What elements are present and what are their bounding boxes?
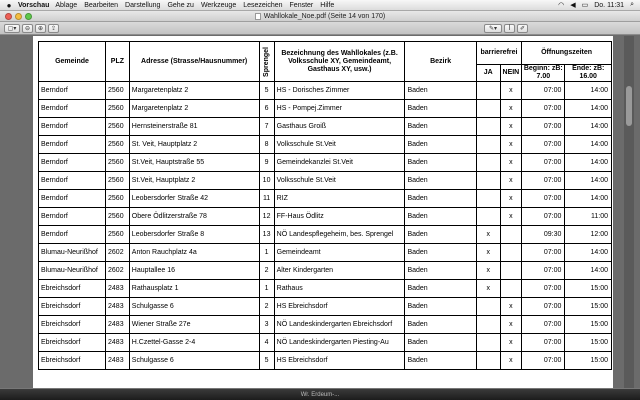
cell-beginn: 07:00 [522, 298, 565, 316]
cell-plz: 2483 [106, 334, 130, 352]
cell-bezirk: Baden [405, 352, 476, 370]
cell-gemeinde: Berndorf [39, 154, 106, 172]
cell-nein: x [500, 100, 522, 118]
cell-beginn: 09:30 [522, 226, 565, 244]
cell-bezeichnung: Volksschule St.Veit [274, 136, 405, 154]
cell-plz: 2560 [106, 190, 130, 208]
dock-label[interactable]: Wr. Erdeum-... [300, 391, 340, 398]
cell-beginn: 07:00 [522, 172, 565, 190]
table-row [39, 226, 612, 244]
header-sprengel-cell [259, 42, 274, 82]
cell-ja: x [476, 280, 500, 298]
table-row [39, 208, 612, 226]
cell-sprengel: 11 [259, 190, 274, 208]
cell-nein: x [500, 154, 522, 172]
cell-ja: x [476, 262, 500, 280]
document-area[interactable] [0, 36, 640, 388]
cell-ende: 15:00 [565, 352, 612, 370]
cell-ja: x [476, 226, 500, 244]
cell-plz: 2560 [106, 154, 130, 172]
dock [0, 388, 640, 400]
cell-adresse: Hauptallee 16 [129, 262, 259, 280]
table-row [39, 352, 612, 370]
window-controls [5, 13, 32, 20]
menu-extras [558, 1, 640, 9]
cell-bezeichnung: Rathaus [274, 280, 405, 298]
wifi-icon[interactable]: ◠ [558, 2, 565, 9]
cell-gemeinde: Ebreichsdorf [39, 298, 106, 316]
cell-bezirk: Baden [405, 208, 476, 226]
table-row [39, 298, 612, 316]
cell-sprengel: 5 [259, 352, 274, 370]
cell-beginn: 07:00 [522, 82, 565, 100]
cell-ja [476, 190, 500, 208]
cell-sprengel: 9 [259, 154, 274, 172]
cell-beginn: 07:00 [522, 208, 565, 226]
cell-nein [500, 262, 522, 280]
cell-nein: x [500, 334, 522, 352]
cell-adresse: Schulgasse 6 [129, 298, 259, 316]
header-gemeinde: Gemeinde [39, 42, 106, 82]
header-oeffnungszeiten: Öffnungszeiten [522, 42, 612, 65]
cell-gemeinde: Berndorf [39, 100, 106, 118]
cell-beginn: 07:00 [522, 280, 565, 298]
cell-bezirk: Baden [405, 190, 476, 208]
cell-plz: 2602 [106, 262, 130, 280]
cell-gemeinde: Berndorf [39, 82, 106, 100]
menu-item-hilfe[interactable]: Hilfe [320, 1, 335, 9]
cell-bezirk: Baden [405, 298, 476, 316]
cell-bezeichnung: Alter Kindergarten [274, 262, 405, 280]
cell-sprengel: 13 [259, 226, 274, 244]
menu-item-ablage[interactable]: Ablage [55, 1, 78, 9]
cell-sprengel: 10 [259, 172, 274, 190]
cell-nein [500, 226, 522, 244]
cell-adresse: Obere Ödlitzerstraße 78 [129, 208, 259, 226]
cell-bezirk: Baden [405, 316, 476, 334]
minimize-window-button[interactable] [15, 13, 22, 20]
cell-gemeinde: Berndorf [39, 136, 106, 154]
cell-bezeichnung: FF-Haus Ödlitz [274, 208, 405, 226]
cell-nein: x [500, 316, 522, 334]
cell-ende: 14:00 [565, 118, 612, 136]
table-row [39, 190, 612, 208]
table-row [39, 280, 612, 298]
cell-ja [476, 208, 500, 226]
cell-ja [476, 334, 500, 352]
table-row [39, 334, 612, 352]
cell-ja [476, 118, 500, 136]
cell-bezeichnung: RIZ [274, 190, 405, 208]
cell-adresse: St.Veit, Hauptplatz 2 [129, 172, 259, 190]
cell-adresse: Wiener Straße 27e [129, 316, 259, 334]
cell-bezirk: Baden [405, 118, 476, 136]
menu-item-darstellung[interactable]: Darstellung [125, 1, 161, 9]
cell-sprengel: 1 [259, 244, 274, 262]
cell-sprengel: 6 [259, 100, 274, 118]
cell-ende: 14:00 [565, 262, 612, 280]
cell-adresse: Leobersdorfer Straße 42 [129, 190, 259, 208]
cell-sprengel: 4 [259, 334, 274, 352]
menu-item-werkzeuge[interactable]: Werkzeuge [200, 1, 237, 9]
cell-plz: 2602 [106, 244, 130, 262]
menu-item-fenster[interactable]: Fenster [289, 1, 314, 9]
cell-adresse: H.Czettel-Gasse 2-4 [129, 334, 259, 352]
cell-gemeinde: Blumau-Neurißhof [39, 262, 106, 280]
cell-gemeinde: Ebreichsdorf [39, 352, 106, 370]
header-ja: JA [476, 65, 500, 82]
cell-ja [476, 136, 500, 154]
cell-bezirk: Baden [405, 226, 476, 244]
header-barrierefrei: barrierefrei [476, 42, 521, 65]
cell-sprengel: 2 [259, 262, 274, 280]
table-row [39, 100, 612, 118]
search-icon[interactable]: ⌕ [630, 1, 634, 8]
cell-beginn: 07:00 [522, 316, 565, 334]
cell-plz: 2560 [106, 226, 130, 244]
cell-bezirk: Baden [405, 82, 476, 100]
header-beginn: Beginn: zB: 7.00 [522, 65, 565, 82]
cell-plz: 2560 [106, 100, 130, 118]
cell-bezeichnung: HS - Dorisches Zimmer [274, 82, 405, 100]
header-sprengel: Sprengel [262, 46, 270, 77]
cell-gemeinde: Berndorf [39, 190, 106, 208]
table-row [39, 172, 612, 190]
cell-plz: 2560 [106, 118, 130, 136]
cell-beginn: 07:00 [522, 262, 565, 280]
header-bezirk: Bezirk [405, 42, 476, 82]
menu-app-name[interactable]: Vorschau [18, 1, 50, 9]
cell-plz: 2483 [106, 298, 130, 316]
header-plz: PLZ [106, 42, 130, 82]
zoom-window-button[interactable] [25, 13, 32, 20]
cell-plz: 2483 [106, 352, 130, 370]
volume-icon[interactable]: ◀ [570, 2, 576, 9]
cell-adresse: Hernsteinerstraße 81 [129, 118, 259, 136]
cell-ende: 15:00 [565, 334, 612, 352]
cell-beginn: 07:00 [522, 190, 565, 208]
cell-ja [476, 298, 500, 316]
menu-item-gehe-zu[interactable]: Gehe zu [167, 1, 194, 9]
cell-ja: x [476, 244, 500, 262]
zoom-out-button[interactable]: ⊖ [22, 24, 33, 33]
menu-item-lesezeichen[interactable]: Lesezeichen [243, 1, 283, 9]
table-row [39, 154, 612, 172]
cell-gemeinde: Ebreichsdorf [39, 280, 106, 298]
apple-menu-icon[interactable]: ● [6, 0, 12, 10]
cell-ende: 14:00 [565, 100, 612, 118]
cell-bezeichnung: Gemeindeamt [274, 244, 405, 262]
cell-bezirk: Baden [405, 154, 476, 172]
cell-ja [476, 100, 500, 118]
cell-nein: x [500, 172, 522, 190]
table-row [39, 262, 612, 280]
close-window-button[interactable] [5, 13, 12, 20]
cell-gemeinde: Berndorf [39, 226, 106, 244]
cell-ja [476, 316, 500, 334]
cell-bezirk: Baden [405, 136, 476, 154]
text-tool-button[interactable]: ꟾ [504, 24, 515, 33]
cell-ende: 14:00 [565, 190, 612, 208]
cell-plz: 2483 [106, 316, 130, 334]
cell-adresse: Anton Rauchplatz 4a [129, 244, 259, 262]
polling-station-table [38, 41, 612, 370]
zoom-in-button[interactable]: ⊕ [35, 24, 46, 33]
menu-item-bearbeiten[interactable]: Bearbeiten [84, 1, 119, 9]
cell-adresse: Margaretenplatz 2 [129, 100, 259, 118]
toolbar [0, 22, 640, 35]
cell-bezeichnung: Volksschule St.Veit [274, 172, 405, 190]
cell-bezirk: Baden [405, 244, 476, 262]
cell-ende: 14:00 [565, 136, 612, 154]
cell-bezeichnung: Gasthaus Groiß [274, 118, 405, 136]
cell-nein: x [500, 208, 522, 226]
cell-sprengel: 7 [259, 118, 274, 136]
cell-beginn: 07:00 [522, 154, 565, 172]
cell-ende: 14:00 [565, 82, 612, 100]
cell-gemeinde: Ebreichsdorf [39, 334, 106, 352]
cell-gemeinde: Blumau-Neurißhof [39, 244, 106, 262]
cell-nein [500, 244, 522, 262]
cell-adresse: Leobersdorfer Straße 8 [129, 226, 259, 244]
cell-beginn: 07:00 [522, 136, 565, 154]
sidebar-toggle-button[interactable]: ▢▾ [4, 24, 20, 33]
cell-bezeichnung: HS Ebreichsdorf [274, 298, 405, 316]
toolbar-right-group [484, 24, 640, 33]
cell-adresse: Margaretenplatz 2 [129, 82, 259, 100]
cell-plz: 2560 [106, 208, 130, 226]
cell-ende: 14:00 [565, 154, 612, 172]
cell-gemeinde: Ebreichsdorf [39, 316, 106, 334]
cell-sprengel: 2 [259, 298, 274, 316]
cell-adresse: St. Veit, Hauptplatz 2 [129, 136, 259, 154]
cell-ja [476, 352, 500, 370]
scrollbar-thumb[interactable] [626, 86, 632, 126]
document-icon [255, 13, 261, 20]
cell-beginn: 07:00 [522, 244, 565, 262]
cell-bezeichnung: HS Ebreichsdorf [274, 352, 405, 370]
cell-ende: 14:00 [565, 244, 612, 262]
cell-gemeinde: Berndorf [39, 208, 106, 226]
header-nein: NEIN [500, 65, 522, 82]
cell-nein: x [500, 136, 522, 154]
cell-beginn: 07:00 [522, 352, 565, 370]
cell-ja [476, 172, 500, 190]
cell-nein: x [500, 82, 522, 100]
cell-nein: x [500, 190, 522, 208]
annotate-button[interactable]: ✎▾ [484, 24, 502, 33]
header-ende: Ende: zB: 16.00 [565, 65, 612, 82]
cell-ende: 15:00 [565, 316, 612, 334]
cell-ende: 15:00 [565, 298, 612, 316]
battery-icon[interactable]: ▭ [581, 2, 589, 9]
table-row [39, 316, 612, 334]
table-row [39, 118, 612, 136]
cell-bezirk: Baden [405, 100, 476, 118]
cell-adresse: Rathausplatz 1 [129, 280, 259, 298]
window-title: Wahllokale_Noe.pdf (Seite 14 von 170) [263, 12, 386, 20]
cell-nein: x [500, 298, 522, 316]
cell-nein: x [500, 118, 522, 136]
cell-bezirk: Baden [405, 262, 476, 280]
cell-gemeinde: Berndorf [39, 118, 106, 136]
cell-nein: x [500, 352, 522, 370]
menu-bar [0, 0, 640, 11]
pdf-page[interactable] [33, 36, 613, 388]
cell-ende: 15:00 [565, 280, 612, 298]
cell-ende: 12:00 [565, 226, 612, 244]
cell-ende: 14:00 [565, 172, 612, 190]
header-bezeichnung: Bezeichnung des Wahllokales (z.B. Volksschule XY, Gemeindeamt, Gasthaus XY, usw.) [274, 42, 405, 82]
cell-sprengel: 12 [259, 208, 274, 226]
cell-beginn: 07:00 [522, 334, 565, 352]
table-row [39, 244, 612, 262]
cell-bezeichnung: Gemeindekanzlei St.Veit [274, 154, 405, 172]
cell-bezirk: Baden [405, 280, 476, 298]
cell-bezirk: Baden [405, 334, 476, 352]
cell-plz: 2560 [106, 172, 130, 190]
cell-bezeichnung: NÖ Landespflegeheim, bes. Sprengel [274, 226, 405, 244]
cell-bezeichnung: NÖ Landeskindergarten Piesting-Au [274, 334, 405, 352]
table-row [39, 136, 612, 154]
share-button[interactable]: ⇪ [48, 24, 59, 33]
cell-adresse: Schulgasse 6 [129, 352, 259, 370]
table-header-row [39, 42, 612, 65]
cell-ja [476, 82, 500, 100]
cell-sprengel: 3 [259, 316, 274, 334]
cell-adresse: St.Veit, Hauptstraße 55 [129, 154, 259, 172]
cell-plz: 2483 [106, 280, 130, 298]
header-adresse: Adresse (Strasse/Hausnummer) [129, 42, 259, 82]
cell-sprengel: 8 [259, 136, 274, 154]
cell-sprengel: 5 [259, 82, 274, 100]
cell-gemeinde: Berndorf [39, 172, 106, 190]
cell-bezeichnung: HS - Pompej.Zimmer [274, 100, 405, 118]
cell-beginn: 07:00 [522, 118, 565, 136]
cell-nein [500, 280, 522, 298]
window-titlebar [0, 11, 640, 22]
menu-clock[interactable]: Do. 11:31 [594, 1, 625, 9]
vertical-scrollbar[interactable] [624, 36, 634, 388]
cell-sprengel: 1 [259, 280, 274, 298]
cell-plz: 2560 [106, 82, 130, 100]
cell-ja [476, 154, 500, 172]
cell-beginn: 07:00 [522, 100, 565, 118]
cell-bezirk: Baden [405, 172, 476, 190]
edit-toolbar-button[interactable]: ✐ [517, 24, 528, 33]
cell-plz: 2560 [106, 136, 130, 154]
cell-bezeichnung: NÖ Landeskindergarten Ebreichsdorf [274, 316, 405, 334]
cell-ende: 11:00 [565, 208, 612, 226]
table-row [39, 82, 612, 100]
